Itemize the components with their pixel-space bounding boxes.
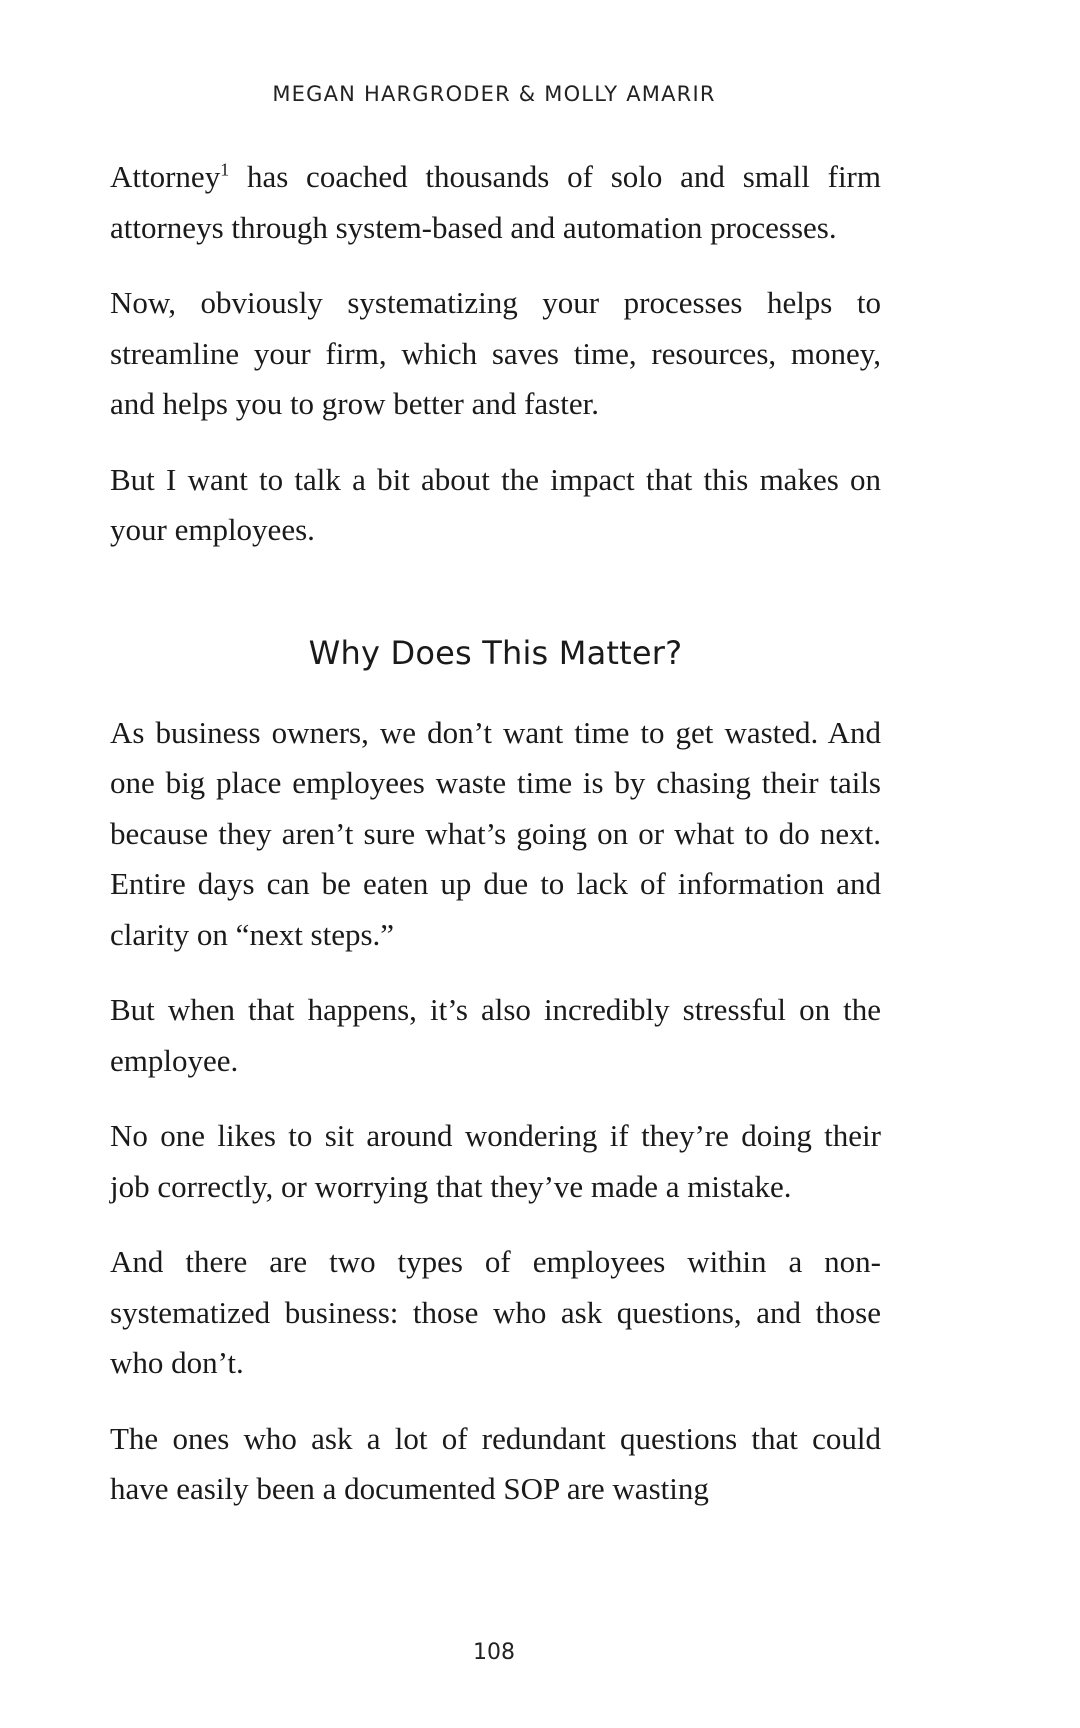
paragraph — [110, 152, 881, 253]
paragraph: As business owners, we don’t want time to get wasted. And one big place employees waste time is by chasing their tails because they aren’t sure what’s going on or what to do next. Entire days can be eaten up due to lack of information and clarity on “next steps.” — [110, 714, 881, 952]
paragraph: And there are two types of employees within a non-systematized business: those who ask questions, and those who don’t. — [110, 1244, 881, 1380]
paragraph: Now, obviously systematizing your processes helps to streamline your firm, which saves time, resources, money, and helps you to grow better and faster. — [110, 285, 881, 421]
page-number: 108 — [473, 1640, 515, 1665]
paragraph: But I want to talk a bit about the impact that this makes on your employees. — [110, 461, 881, 547]
paragraph: No one likes to sit around wondering if they’re doing their job correctly, or worrying that they’ve made a mistake. — [110, 1118, 881, 1204]
paragraph-text: Attorney — [110, 159, 221, 194]
paragraph: The ones who ask a lot of redundant questions that could have easily been a documented SOP are wasting — [110, 1420, 881, 1506]
body-text — [110, 152, 881, 1515]
paragraph: But when that happens, it’s also incredibly stressful on the employee. — [110, 992, 881, 1078]
section-heading: Why Does This Matter? — [308, 633, 683, 672]
running-head: MEGAN HARGRODER & MOLLY AMARIR — [272, 82, 716, 106]
footnote-reference[interactable]: 1 — [220, 159, 230, 180]
paragraph-text: has coached thousands of solo and small firm attorneys through system-based and automation processes. — [110, 159, 881, 245]
